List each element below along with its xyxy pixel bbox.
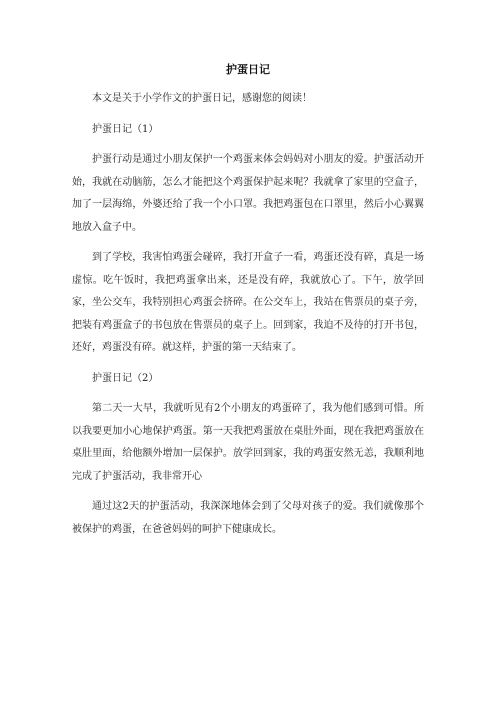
conclusion-paragraph: 通过这2天的护蛋活动，我深深地体会到了父母对孩子的爱。我们就像那个被保护的鸡蛋，在爸爸妈妈的呵护下健康成长。	[72, 501, 424, 535]
body-paragraph: 到了学校，我害怕鸡蛋会碰碎，我打开盒子一看，鸡蛋还没有碎，真是一场虚惊。吃午饭时，我把鸡蛋拿出来，还是没有碎，我就放心了。下午，放学回家，坐公交车，我特别担心鸡蛋会挤碎。在公交车上，我站在售票员的桌子旁，把装有鸡蛋盒子的书包放在售票员的桌子上。回到家，我迫不及待的打开书包，还好，鸡蛋没有碎。就这样，护蛋的第一天结束了。	[72, 252, 424, 353]
intro-paragraph: 本文是关于小学作文的护蛋日记，感谢您的阅读！	[92, 93, 312, 104]
section-heading-2: 护蛋日记（2）	[92, 372, 159, 384]
body-paragraph: 护蛋行动是通过小朋友保护一个鸡蛋来体会妈妈对小朋友的爱。护蛋活动开始，我就在动脑筋，怎么才能把这个鸡蛋保护起来呢？我就拿了家里的空盒子，加了一层海绵，外婆还给了我一个小口罩。我把鸡蛋包在口罩里，然后小心翼翼地放入盒子中。	[72, 154, 424, 233]
body-paragraph: 第二天一大早，我就听见有2个小朋友的鸡蛋碎了，我为他们感到可惜。所以我要更加小心地保护鸡蛋。第一天我把鸡蛋放在桌肚外面，现在我把鸡蛋放在桌肚里面，给他额外增加一层保护。放学回到家，我的鸡蛋安然无恙，我顺利地完成了护蛋活动，我非常开心	[72, 403, 424, 482]
document-body	[72, 88, 424, 549]
section-heading-1: 护蛋日记（1）	[92, 123, 159, 135]
document-title: 护蛋日记	[226, 63, 270, 76]
